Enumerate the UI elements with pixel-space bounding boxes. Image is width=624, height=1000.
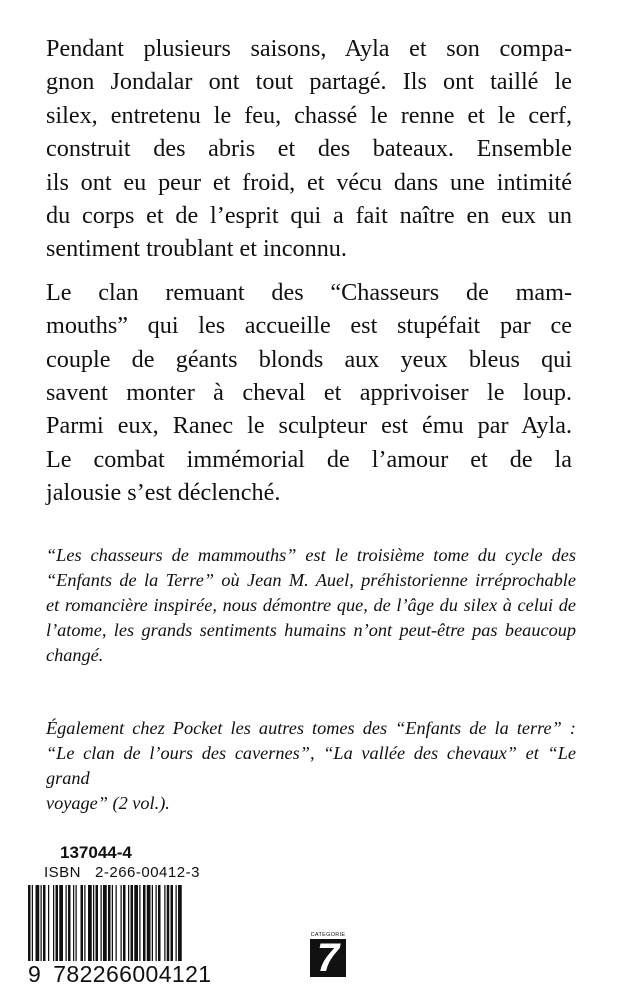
barcode [28, 885, 224, 961]
text-line: Le combat immémorial de l’amour et de la [46, 445, 572, 473]
text-line: l’atome, les grands sentiments humains n’ont peut-être pas beaucoup [46, 620, 576, 640]
text-line: sentiment troublant et inconnu. [46, 235, 347, 263]
isbn-line [44, 864, 214, 881]
category-badge [310, 932, 346, 980]
catalog-number: 137044-4 [60, 843, 132, 862]
barcode-number: 782266004121 [53, 961, 212, 987]
text-line: Parmi eux, Ranec le sculpteur est ému par Ayla. [46, 412, 572, 440]
barcode-digits [28, 961, 212, 988]
summary-text [46, 32, 572, 510]
category-label: CATEGORIE [310, 932, 346, 938]
text-line: construit des abris et des bateaux. Ensemble [46, 135, 572, 163]
category-value: 7 [310, 939, 346, 977]
text-line: Pendant plusieurs saisons, Ayla et son compa- [46, 35, 572, 62]
text-line: gnon Jondalar ont tout partagé. Ils ont taillé le [46, 68, 572, 96]
text-line: jalousie s’est déclenché. [46, 479, 281, 507]
text-line: mouths” qui les accueille est stupéfait par ce [46, 312, 572, 340]
text-line: Le clan remuant des “Chasseurs de mam- [46, 278, 572, 306]
text-line: voyage” (2 vol.). [46, 793, 170, 813]
text-line: ils ont eu peur et froid, et vécu dans une intimité [46, 168, 572, 196]
summary-paragraph-1 [46, 32, 572, 266]
isbn-label: ISBN [44, 864, 82, 881]
text-line: “Enfants de la Terre” où Jean M. Auel, préhistorienne irréprochable [46, 570, 576, 590]
text-line: savent monter à cheval et apprivoiser le loup. [46, 379, 572, 407]
summary-paragraph-2 [46, 276, 572, 510]
text-line: silex, entretenu le feu, chassé le renne et le cerf, [46, 101, 572, 129]
text-line: couple de géants blonds aux yeux bleus qui [46, 345, 572, 373]
text-line: “Les chasseurs de mammouths” est le troisième tome du cycle des [46, 545, 576, 565]
text-line: et romancière inspirée, nous démontre que, de l’âge du silex à celui de [46, 595, 576, 615]
text-line: du corps et de l’esprit qui a fait naître en eux un [46, 202, 572, 230]
blurb-paragraph [46, 543, 576, 668]
text-line: Également chez Pocket les autres tomes des “Enfants de la terre” : [46, 718, 576, 738]
isbn-value: 2-266-00412-3 [95, 864, 200, 881]
barcode-first-digit: 9 [28, 961, 42, 987]
text-line: “Le clan de l’ours des cavernes”, “La vallée des chevaux” et “Le grand [46, 743, 576, 788]
also-available-paragraph [46, 716, 576, 816]
text-line: changé. [46, 645, 104, 665]
